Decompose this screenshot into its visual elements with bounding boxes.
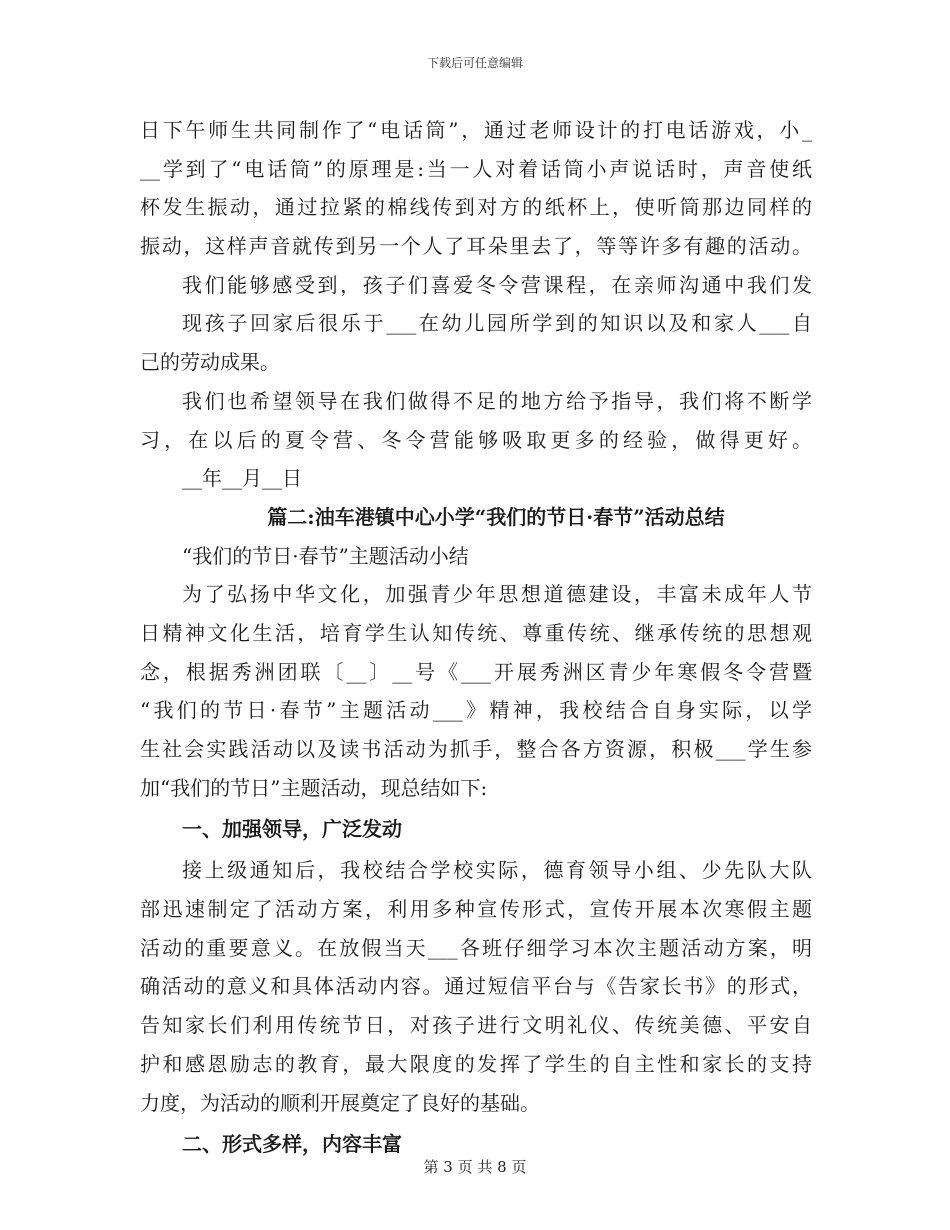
paragraph-line: 确活动的意义和具体活动内容。通过短信平台与《告家长书》的形式， — [140, 974, 812, 999]
paragraph-line: 为了弘扬中华文化，加强青少年思想道德建设，丰富未成年人节 — [182, 582, 812, 607]
section-title: 篇二:油车港镇中心小学“我们的节日·春节”活动总结 — [267, 504, 725, 529]
paragraph-line: 日精神文化生活，培育学生认知传统、尊重传统、继承传统的思想观 — [140, 620, 812, 645]
paragraph-line: 接上级通知后，我校结合学校实际，德育领导小组、少先队大队 — [182, 858, 812, 883]
paragraph-line: 加“我们的节日”主题活动，现总结如下: — [140, 775, 488, 800]
paragraph-line: 日下午师生共同制作了“电话筒”，通过老师设计的打电话游戏，小_ — [140, 118, 812, 142]
paragraph-line: 护和感恩励志的教育，最大限度的发挥了学生的自主性和家长的支持 — [140, 1051, 812, 1076]
paragraph-line: 活动的重要意义。在放假当天___各班仔细学习本次主题活动方案，明 — [140, 935, 812, 960]
paragraph-line: 告知家长们利用传统节日，对孩子进行文明礼仪、传统美德、平安自 — [140, 1013, 812, 1038]
paragraph-line: 杯发生振动，通过拉紧的棉线传到对方的纸杯上，使听筒那边同样的 — [140, 195, 812, 220]
page-footer: 第 3 页 共 8 页 — [423, 1158, 527, 1176]
paragraph-line: 部迅速制定了活动方案，利用多种宣传形式，宣传开展本次寒假主题 — [140, 897, 812, 922]
paragraph-line: 现孩子回家后很乐于___在幼儿园所学到的知识以及和家人___自 — [182, 311, 812, 336]
paragraph-line: 我们也希望领导在我们做得不足的地方给予指导，我们将不断学 — [182, 388, 812, 413]
paragraph-line: 力度，为活动的顺利开展奠定了良好的基础。 — [140, 1090, 540, 1115]
paragraph-line: 生社会实践活动以及读书活动为抓手，整合各方资源，积极___学生参 — [140, 737, 812, 761]
document-body — [140, 111, 812, 1166]
section-heading: 二、形式多样，内容丰富 — [182, 1132, 402, 1157]
paragraph-line: 振动，这样声音就传到另一个人了耳朵里去了，等等许多有趣的活动。 — [140, 234, 812, 259]
page-header: 下载后可任意编辑 — [426, 56, 523, 70]
date-line: __年__月__日 — [182, 466, 302, 491]
section-heading: 一、加强领导，广泛发动 — [182, 817, 402, 842]
paragraph-line: 我们能够感受到，孩子们喜爱冬令营课程，在亲师沟通中我们发 — [182, 272, 812, 297]
paragraph-line: “我们的节日·春节”主题活动___》精神，我校结合自身实际，以学 — [140, 698, 812, 723]
paragraph-line: 习，在以后的夏令营、冬令营能够吸取更多的经验，做得更好。 — [140, 427, 812, 452]
paragraph-line: __学到了“电话筒”的原理是:当一人对着话筒小声说话时，声音使纸 — [140, 156, 812, 181]
paragraph-line: 己的劳动成果。 — [140, 350, 280, 375]
paragraph-line: 念，根据秀洲团联〔__〕__号《___开展秀洲区青少年寒假冬令营暨 — [140, 659, 812, 684]
subtitle: “我们的节日·春节”主题活动小结 — [182, 543, 469, 568]
